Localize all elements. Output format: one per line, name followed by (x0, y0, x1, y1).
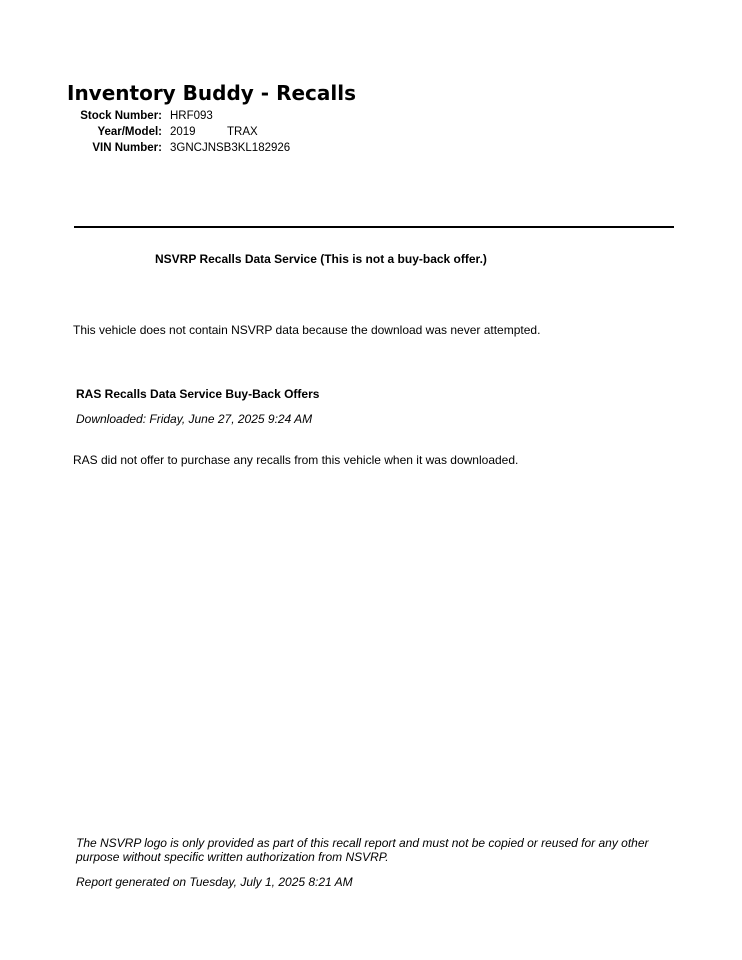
model-value: TRAX (227, 126, 258, 138)
stock-number-label: Stock Number: (80, 110, 162, 122)
nsvrp-section-heading: NSVRP Recalls Data Service (This is not a buy-back offer.) (155, 252, 487, 266)
stock-number-value: HRF093 (170, 110, 213, 122)
year-value: 2019 (170, 126, 196, 138)
vin-number-value: 3GNCJNSB3KL182926 (170, 142, 291, 154)
year-model-label: Year/Model: (97, 126, 162, 138)
logo-usage-notice: The NSVRP logo is only provided as part of this recall report and must not be copied or reused for any other purpose without specific written authorization from NSVRP. (76, 836, 649, 864)
vin-number-label: VIN Number: (92, 142, 162, 154)
page-title: Inventory Buddy - Recalls (67, 81, 356, 105)
report-generated-date: Report generated on Tuesday, July 1, 2025 8:21 AM (76, 875, 353, 889)
section-divider (74, 226, 674, 228)
ras-status-message: RAS did not offer to purchase any recalls from this vehicle when it was downloaded. (73, 453, 519, 467)
ras-downloaded-date: Downloaded: Friday, June 27, 2025 9:24 AM (76, 412, 313, 426)
ras-section-heading: RAS Recalls Data Service Buy-Back Offers (76, 387, 320, 401)
nsvrp-status-message: This vehicle does not contain NSVRP data because the download was never attempted. (73, 323, 541, 337)
